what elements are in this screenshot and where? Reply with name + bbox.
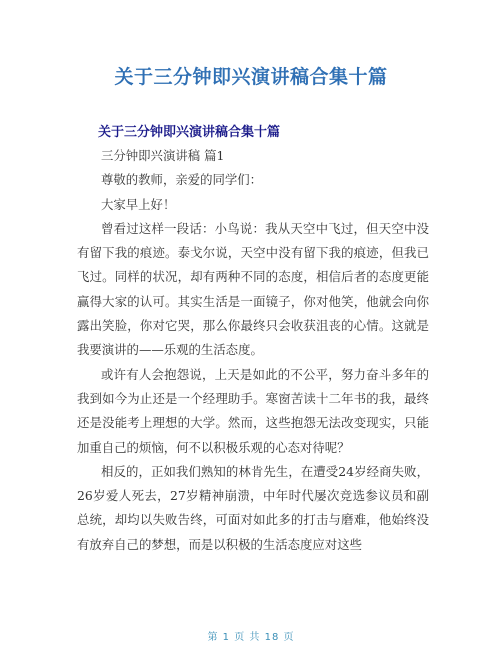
- salutation: 尊敬的教师，亲爱的同学们：: [101, 172, 263, 188]
- document-title: 关于三分钟即兴演讲稿合集十篇: [114, 66, 388, 88]
- body-paragraph: 或许有人会抱怨说，上天是如此的不公平，努力奋斗多年的我到如今为止还是一个经理助手。寒窗苦读十二年书的我，最终还是没能考上理想的大学。然而，这些抱怨无法改变现实，只能加重自己的烦恼，何不以积极乐观的心态对待呢？: [77, 366, 429, 455]
- section-heading: 三分钟即兴演讲稿 篇1: [101, 148, 225, 163]
- document-body: [77, 144, 429, 557]
- greeting: 大家早上好！: [101, 196, 176, 212]
- page-number: 第 1 页 共 18 页: [207, 632, 295, 643]
- document-subtitle: 关于三分钟即兴演讲稿合集十篇: [98, 125, 281, 140]
- body-paragraph: 相反的，正如我们熟知的林肯先生，在遭受24岁经商失败，26岁爱人死去，27岁精神崩溃，中年时代屡次竞选参议员和副总统，却均以失败告终，可面对如此多的打击与磨难，他始终没有放弃自己的梦想，而是以积极的生活态度应对这些: [77, 463, 429, 552]
- body-paragraph: 曾看过这样一段话：小鸟说：我从天空中飞过，但天空中没有留下我的痕迹。泰戈尔说，天空中没有留下我的痕迹，但我已飞过。同样的状况，却有两种不同的态度，相信后者的态度更能赢得大家的认可。其实生活是一面镜子，你对他笑，他就会向你露出笑脸，你对它哭，那么你最终只会收获沮丧的心情。这就是我要演讲的——乐观的生活态度。: [77, 220, 429, 358]
